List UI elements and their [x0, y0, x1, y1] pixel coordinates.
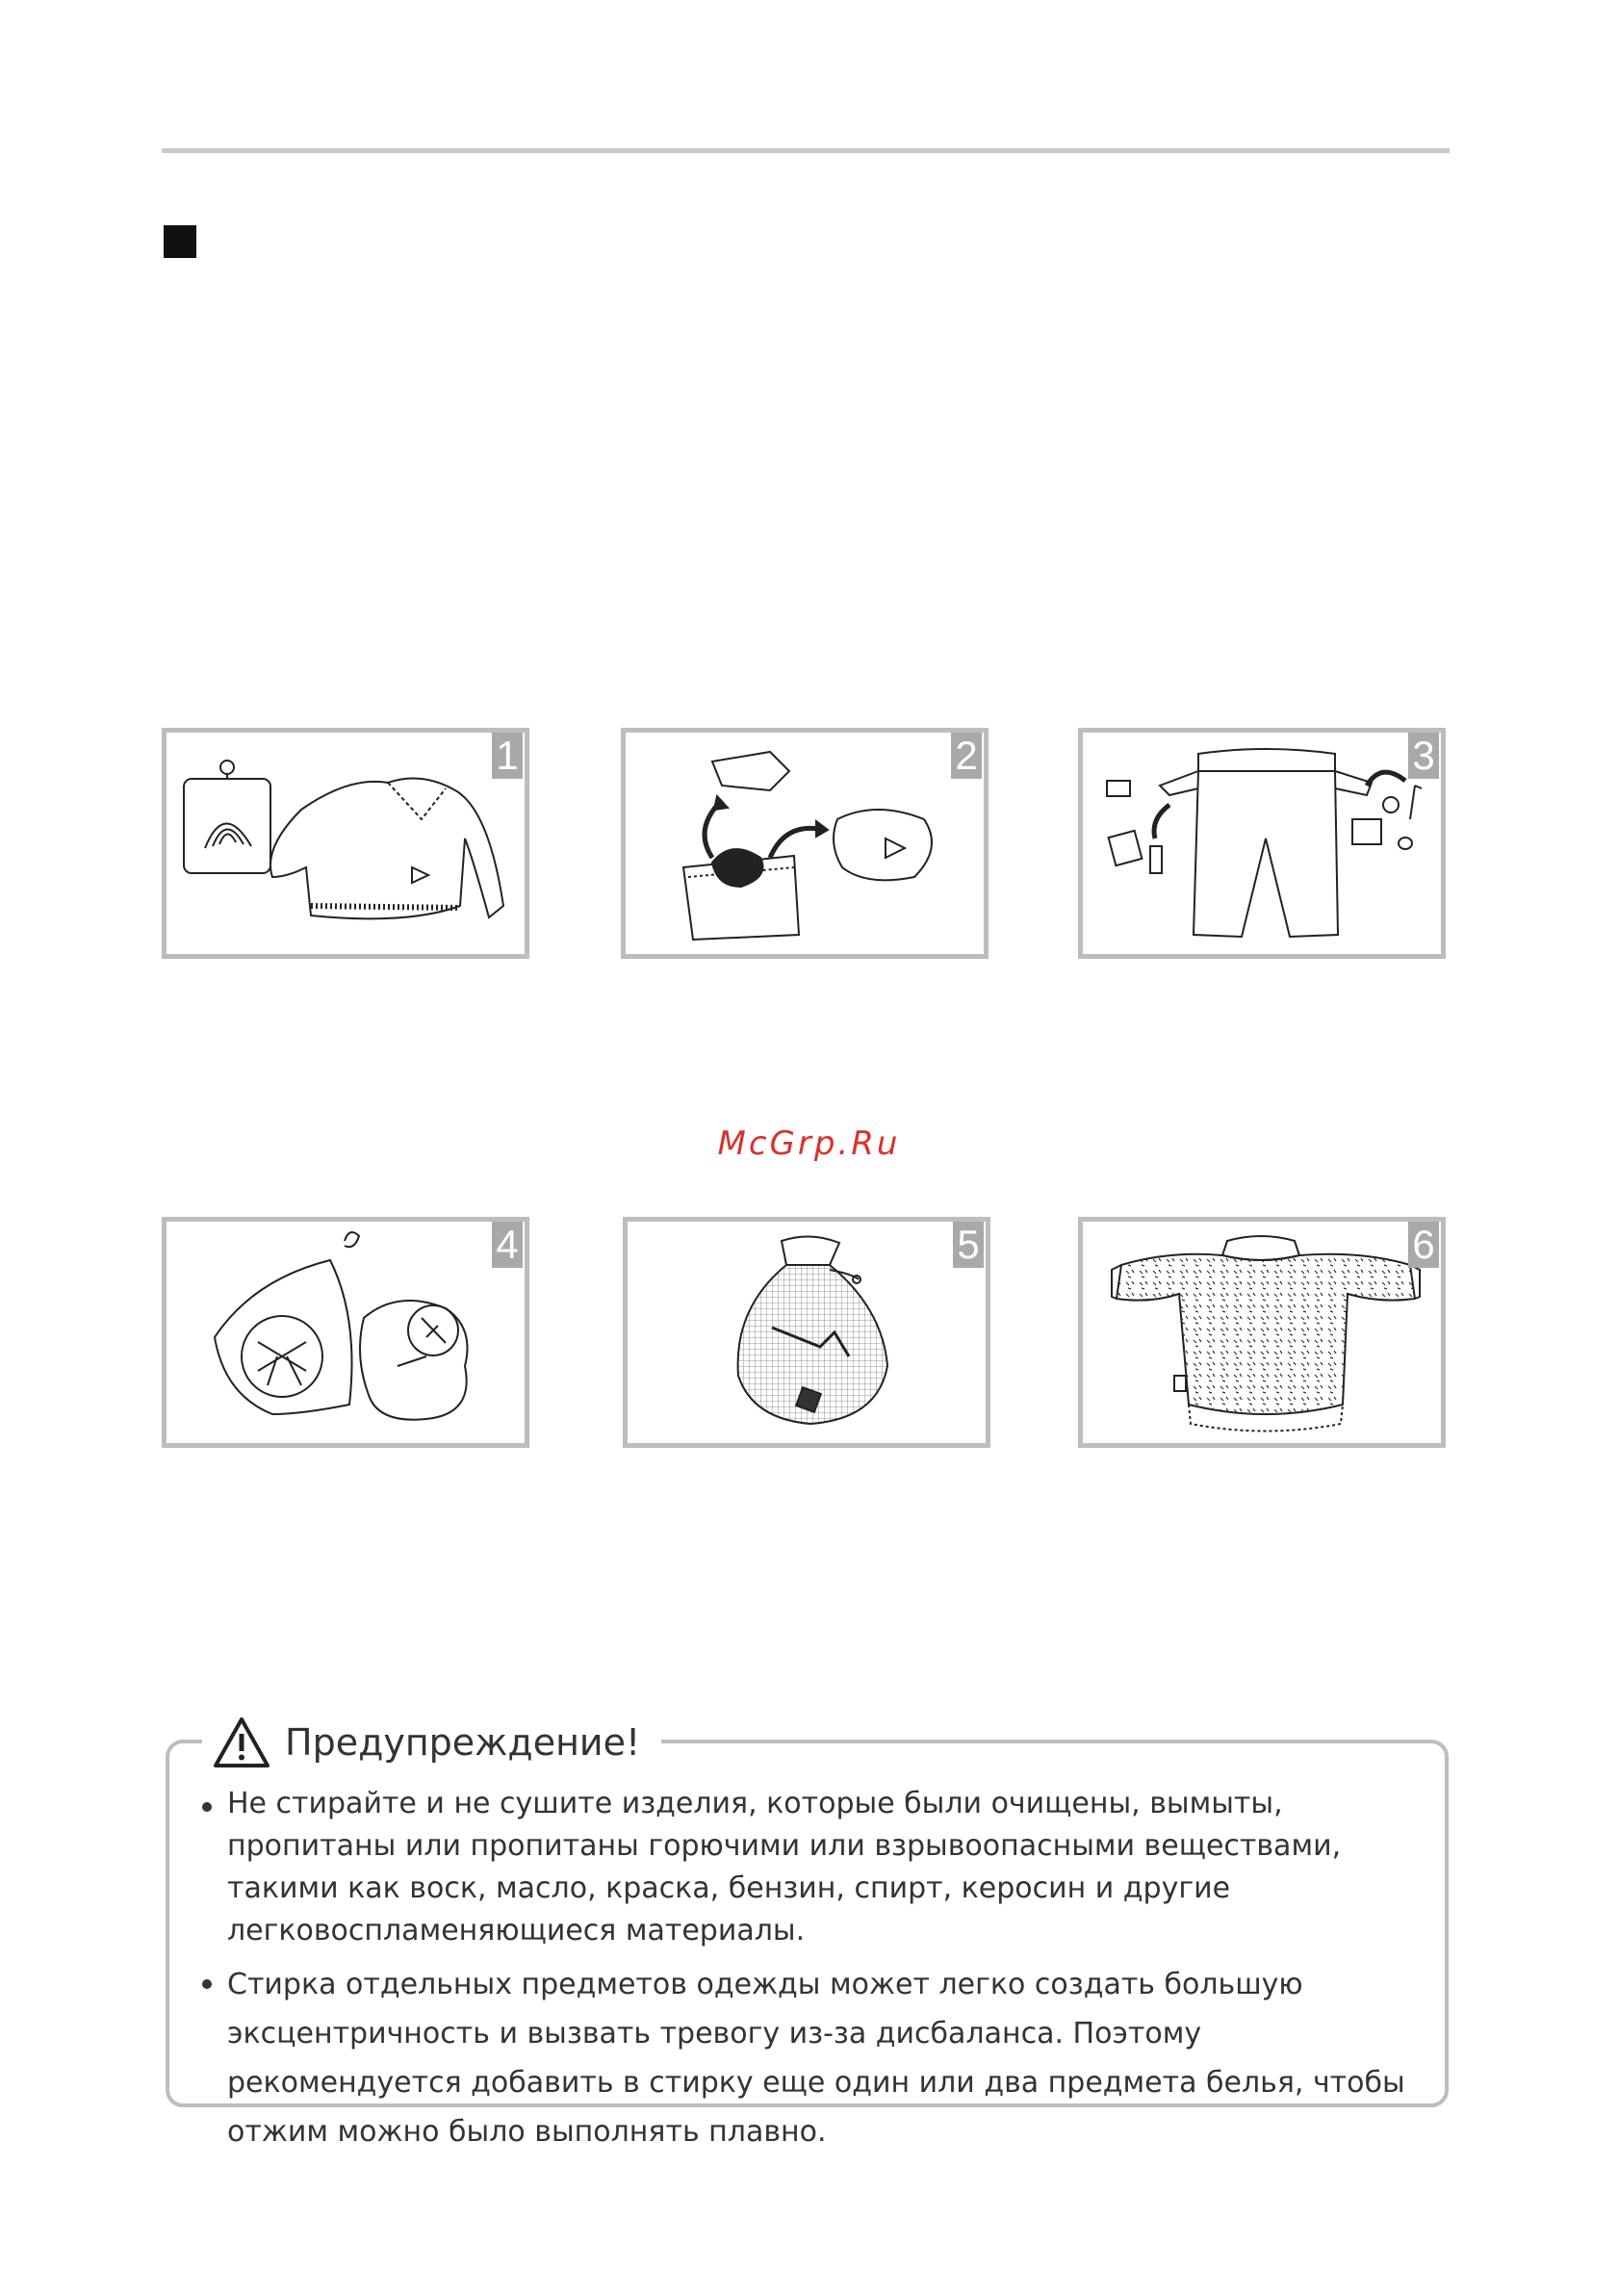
sweater-care-label-icon — [167, 733, 525, 954]
section-marker — [164, 225, 196, 258]
panel-number: 1 — [492, 733, 523, 779]
panel-number: 6 — [1408, 1222, 1439, 1268]
warning-list — [198, 1783, 1440, 2156]
tie-strings-zip-zippers-icon — [167, 1222, 525, 1443]
illustration-panel-6 — [1078, 1217, 1446, 1448]
panel-number: 2 — [951, 733, 982, 779]
illustration-panel-1 — [162, 728, 529, 959]
warning-title: Предупреждение! — [285, 1721, 641, 1764]
laundry-net-bag-icon — [628, 1222, 986, 1443]
turn-inside-out-sweater-icon — [1083, 1222, 1441, 1443]
illustration-panel-2 — [621, 728, 989, 959]
panel-number: 3 — [1408, 733, 1439, 779]
watermark: McGrp.Ru — [717, 1124, 901, 1163]
warning-item-imbalance: Стирка отдельных предметов одежды может легко создать большую эксцентричность и вызвать тревогу из-за дисбаланса. Поэтому рекомендуется добавить в стирку еще один или два предмета белья, чтобы отжим можно было выполнять плавно. — [198, 1960, 1440, 2156]
panel-number: 4 — [492, 1222, 523, 1268]
top-rule — [162, 148, 1450, 153]
illustration-panel-3 — [1078, 728, 1446, 959]
warning-item-flammable: Не стирайте и не сушите изделия, которые были очищены, вымыты, пропитаны или пропитаны горючими или взрывоопасными веществами, такими как воск, масло, краска, бензин, спирт, керосин и другие легковоспламеняющиеся материалы. — [198, 1783, 1440, 1952]
panel-number: 5 — [953, 1222, 984, 1268]
empty-pockets-icon — [1083, 733, 1441, 954]
sort-laundry-basket-icon — [626, 733, 984, 954]
illustration-panel-4 — [162, 1217, 529, 1448]
warning-heading — [202, 1714, 661, 1771]
warning-triangle-icon — [212, 1716, 271, 1769]
illustration-panel-5 — [623, 1217, 990, 1448]
